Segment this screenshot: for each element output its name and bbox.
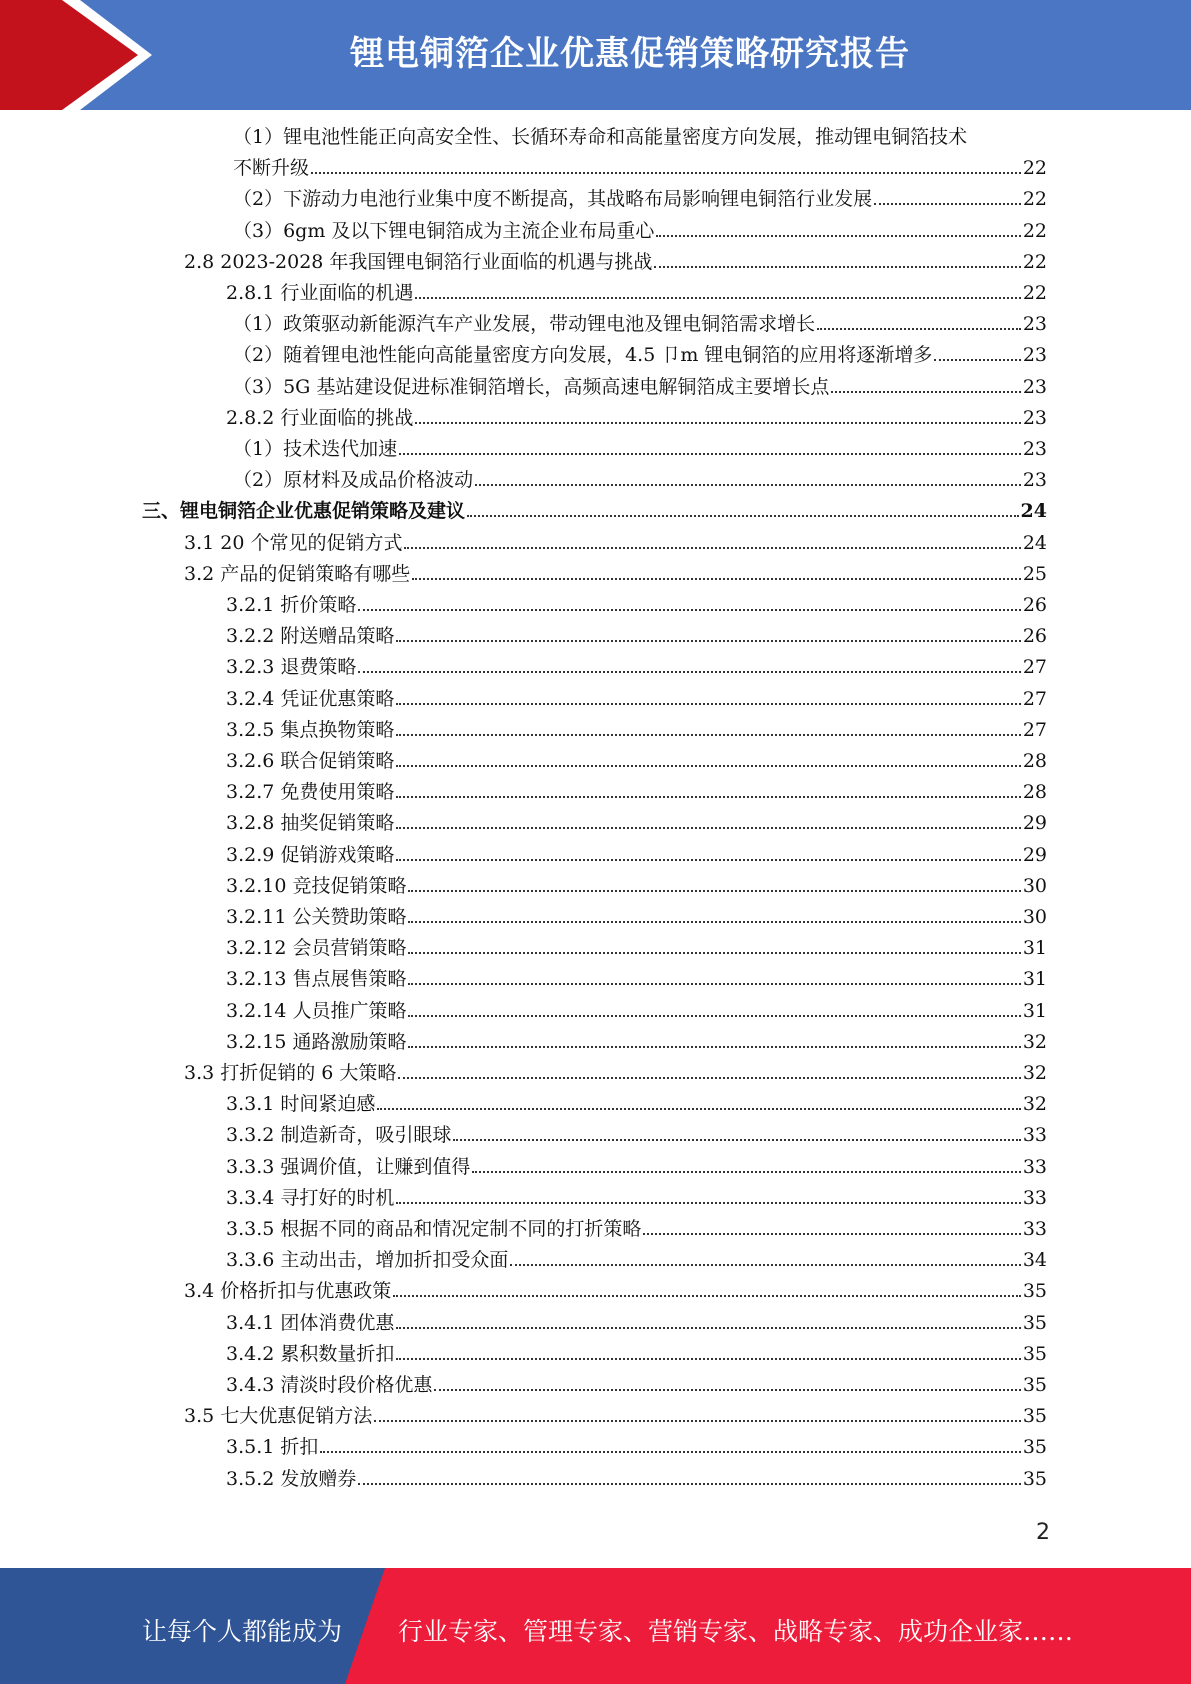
toc-entry-title: 3.2.14 人员推广策略	[226, 999, 407, 1022]
toc-entry-title: 3.2.7 免费使用策略	[226, 781, 395, 804]
toc-entry-title: （3）6gm 及以下锂电铜箔成为主流企业布局重心	[233, 219, 655, 242]
toc-entry-title: 3.2.13 售点展售策略	[226, 968, 407, 991]
toc-entry-page: 35	[1022, 1311, 1047, 1334]
toc-leader-dots	[311, 172, 1021, 174]
toc-entry-title: 3.3.5 根据不同的商品和情况定制不同的打折策略	[226, 1218, 642, 1240]
toc-leader-dots	[396, 703, 1020, 705]
toc-leader-dots	[656, 235, 1020, 237]
toc-leader-dots	[396, 796, 1020, 798]
page-number: 2	[1036, 1520, 1050, 1545]
toc-entry-page: 26	[1022, 625, 1047, 648]
toc-entry-title: 3.2 产品的促销策略有哪些	[184, 562, 411, 585]
toc-entry-title: 3.3.3 强调价值，让赚到值得	[226, 1155, 471, 1178]
toc-leader-dots	[404, 547, 1020, 549]
toc-entry-title: 3.2.4 凭证优惠策略	[226, 687, 395, 710]
toc-entry-title: 2.8.2 行业面临的挑战	[226, 406, 414, 429]
toc-leader-dots	[434, 1389, 1020, 1391]
toc-entry[interactable]	[233, 461, 1047, 492]
toc-entry[interactable]	[142, 492, 1047, 523]
toc-leader-dots	[408, 921, 1020, 923]
toc-entry-title: 3.4.1 团体消费优惠	[226, 1311, 395, 1334]
toc-entry[interactable]	[226, 804, 1047, 835]
toc-entry-page: 28	[1022, 781, 1047, 804]
toc-entry-page: 35	[1022, 1467, 1047, 1490]
toc-leader-dots	[396, 1358, 1020, 1360]
toc-entry[interactable]	[226, 1179, 1047, 1210]
toc-entry[interactable]	[226, 1428, 1047, 1459]
toc-entry-page: 24	[1020, 500, 1047, 523]
toc-leader-dots	[408, 890, 1020, 892]
toc-leader-dots	[398, 1077, 1020, 1079]
toc-leader-dots	[374, 1420, 1021, 1422]
toc-entry-title: 3.5.1 折扣	[226, 1436, 319, 1459]
toc-leader-dots	[408, 1015, 1020, 1017]
toc-entry[interactable]	[184, 1054, 1047, 1085]
toc-leader-dots	[412, 578, 1021, 580]
toc-entry[interactable]	[226, 274, 1047, 305]
toc-entry[interactable]	[226, 1116, 1047, 1147]
toc-entry[interactable]	[233, 180, 1047, 211]
toc-entry-title: 3.2.9 促销游戏策略	[226, 843, 395, 866]
toc-entry-page: 32	[1022, 1093, 1047, 1116]
toc-entry-title: 3.3.2 制造新奇，吸引眼球	[226, 1124, 452, 1147]
toc-entry-title: （2）随着锂电池性能向高能量密度方向发展，4.5 卩m 锂电铜箔的应用将逐渐增多	[233, 344, 933, 367]
toc-entry-title: 3.1 20 个常见的促销方式	[184, 531, 403, 554]
toc-entry[interactable]	[226, 836, 1047, 867]
toc-entry-page: 23	[1022, 375, 1047, 398]
toc-entry[interactable]	[226, 711, 1047, 742]
toc-entry-page: 33	[1022, 1155, 1047, 1178]
toc-entry-title: （2）下游动力电池行业集中度不断提高，其战略布局影响锂电铜箔行业发展	[233, 188, 873, 211]
toc-entry-page: 24	[1022, 531, 1047, 554]
toc-entry[interactable]	[233, 430, 1047, 461]
toc-entry-page: 30	[1022, 874, 1047, 897]
footer-slogan-right: 行业专家、管理专家、营销专家、战略专家、成功企业家……	[398, 1617, 1074, 1646]
toc-leader-dots	[396, 859, 1020, 861]
toc-leader-dots	[358, 609, 1020, 611]
toc-entry-page: 35	[1022, 1405, 1047, 1428]
toc-entry-page: 33	[1022, 1186, 1047, 1209]
toc-leader-dots	[415, 422, 1020, 424]
toc-entry[interactable]	[233, 336, 1047, 367]
toc-entry[interactable]	[226, 960, 1047, 991]
toc-entry-title: 3.2.15 通路激励策略	[226, 1030, 407, 1053]
toc-leader-dots	[396, 827, 1020, 829]
toc-leader-dots	[408, 1046, 1020, 1048]
toc-leader-dots	[934, 359, 1020, 361]
toc-entry-page: 30	[1022, 906, 1047, 928]
toc-entry[interactable]	[226, 1366, 1047, 1397]
toc-leader-dots	[467, 515, 1019, 517]
toc-entry-title: 不断升级	[233, 157, 310, 180]
toc-entry-page: 25	[1022, 562, 1047, 585]
toc-entry-title: 三、锂电铜箔企业优惠促销策略及建议	[142, 500, 466, 523]
toc-entry-page: 22	[1022, 282, 1047, 304]
toc-entry-title: （2）原材料及成品价格波动	[233, 469, 474, 492]
toc-leader-dots	[874, 203, 1021, 205]
toc-entry-title: 3.4.3 清淡时段价格优惠	[226, 1374, 433, 1396]
toc-entry-title: 3.2.12 会员营销策略	[226, 937, 407, 960]
toc-entry-page: 22	[1022, 250, 1047, 273]
toc-entry-title: 3.4.2 累积数量折扣	[226, 1342, 395, 1365]
toc-entry-title: 3.3.4 寻打好的时机	[226, 1186, 395, 1209]
toc-entry-title: 3.4 价格折扣与优惠政策	[184, 1280, 392, 1303]
toc-leader-dots	[396, 1327, 1020, 1329]
toc-leader-dots	[510, 1264, 1020, 1266]
toc-entry-page: 33	[1022, 1124, 1047, 1147]
toc-entry[interactable]	[226, 1210, 1047, 1241]
toc-entry-title: 3.3.1 时间紧迫感	[226, 1093, 376, 1116]
toc-entry-title: 2.8 2023-2028 年我国锂电铜箔行业面临的机遇与挑战	[184, 250, 653, 273]
toc-entry-title: （1）政策驱动新能源汽车产业发展，带动锂电池及锂电铜箔需求增长	[233, 313, 816, 336]
toc-entry-page: 35	[1022, 1436, 1047, 1459]
toc-entry-title: 3.5 七大优惠促销方法	[184, 1405, 373, 1428]
toc-entry[interactable]	[226, 992, 1047, 1023]
toc-leader-dots	[408, 952, 1020, 954]
toc-entry-page: 31	[1022, 937, 1047, 960]
toc-entry-page: 35	[1022, 1342, 1047, 1365]
toc-entry-title: 3.2.8 抽奖促销策略	[226, 812, 395, 835]
toc-entry[interactable]	[233, 212, 1047, 243]
toc-entry[interactable]	[226, 1241, 1047, 1272]
toc-entry-page: 23	[1022, 344, 1047, 367]
toc-entry[interactable]	[226, 680, 1047, 711]
toc-leader-dots	[475, 484, 1021, 486]
footer-slogan-left: 让每个人都能成为	[142, 1617, 343, 1646]
toc-entry-page: 32	[1022, 1062, 1047, 1084]
toc-entry[interactable]	[226, 1148, 1047, 1179]
toc-leader-dots	[396, 1202, 1020, 1204]
toc-entry-page: 35	[1022, 1374, 1047, 1396]
page-footer	[0, 1568, 1191, 1684]
toc-leader-dots	[393, 1295, 1021, 1297]
toc-leader-dots	[377, 1108, 1020, 1110]
toc-entry[interactable]	[233, 149, 1047, 180]
toc-entry-title: 3.3.6 主动出击，增加折扣受众面	[226, 1249, 509, 1272]
toc-entry-title: 3.2.2 附送赠品策略	[226, 625, 395, 648]
toc-entry-page: 27	[1022, 656, 1047, 679]
toc-entry-title: （3）5G 基站建设促进标准铜箔增长，高频高速电解铜箔成主要增长点	[233, 375, 830, 398]
toc-leader-dots	[831, 391, 1020, 393]
toc-entry-page: 33	[1022, 1218, 1047, 1240]
toc-entry-page: 31	[1022, 968, 1047, 991]
toc-entry-page: 23	[1022, 438, 1047, 460]
toc-entry[interactable]	[226, 617, 1047, 648]
toc-entry-title: 3.2.3 退费策略	[226, 656, 357, 679]
toc-entry-page: 29	[1022, 812, 1047, 835]
toc-entry[interactable]	[226, 648, 1047, 679]
toc-entry-title: （1）技术迭代加速	[233, 438, 398, 460]
toc-leader-dots	[654, 266, 1020, 268]
toc-entry-title: 3.5.2 发放赠券	[226, 1467, 357, 1490]
toc-entry-page: 22	[1022, 188, 1047, 211]
toc-entry-page: 22	[1022, 157, 1047, 180]
toc-entry-page: 26	[1022, 594, 1047, 616]
toc-entry-title: 3.2.10 竞技促销策略	[226, 874, 407, 897]
toc-entry-title: 2.8.1 行业面临的机遇	[226, 282, 414, 304]
toc-entry[interactable]	[226, 898, 1047, 929]
toc-entry-page: 27	[1022, 687, 1047, 710]
toc-entry-wrapped-line: （1）锂电池性能正向高安全性、长循环寿命和高能量密度方向发展，推动锂电铜箔技术	[233, 126, 968, 148]
toc-entry[interactable]	[184, 1397, 1047, 1428]
toc-entry[interactable]	[184, 524, 1047, 555]
report-title: 锂电铜箔企业优惠促销策略研究报告	[350, 34, 910, 74]
toc-entry[interactable]	[226, 586, 1047, 617]
toc-entry-title: 3.2.6 联合促销策略	[226, 750, 395, 772]
toc-entry-page: 32	[1022, 1030, 1047, 1053]
toc-entry[interactable]	[226, 773, 1047, 804]
toc-entry[interactable]	[226, 1085, 1047, 1116]
toc-leader-dots	[643, 1233, 1020, 1235]
page-header	[0, 0, 1191, 110]
toc-entry-page: 23	[1022, 469, 1047, 492]
toc-entry[interactable]	[184, 555, 1047, 586]
toc-leader-dots	[415, 297, 1020, 299]
toc-entry-title: 3.2.11 公关赞助策略	[226, 906, 407, 928]
toc-entry[interactable]	[226, 399, 1047, 430]
toc-entry[interactable]	[226, 742, 1047, 773]
toc-leader-dots	[396, 765, 1020, 767]
toc-entry-page: 31	[1022, 999, 1047, 1022]
toc-leader-dots	[358, 1483, 1020, 1485]
toc-leader-dots	[817, 328, 1021, 330]
toc-entry[interactable]	[233, 305, 1047, 336]
toc-entry-page: 23	[1022, 313, 1047, 336]
toc-leader-dots	[472, 1171, 1020, 1173]
toc-entry-page: 23	[1022, 406, 1047, 429]
toc-entry-page: 34	[1022, 1249, 1047, 1272]
toc-entry[interactable]	[226, 1460, 1047, 1491]
toc-entry-title: 3.2.5 集点换物策略	[226, 718, 395, 741]
toc-leader-dots	[399, 453, 1021, 455]
toc-entry[interactable]	[226, 1023, 1047, 1054]
toc-leader-dots	[408, 983, 1020, 985]
toc-entry[interactable]	[226, 929, 1047, 960]
toc-entry-page: 35	[1022, 1280, 1047, 1303]
toc-leader-dots	[320, 1451, 1020, 1453]
toc-entry-title: 3.2.1 折价策略	[226, 594, 357, 616]
toc-entry[interactable]	[233, 368, 1047, 399]
toc-leader-dots	[396, 640, 1020, 642]
toc-entry-title: 3.3 打折促销的 6 大策略	[184, 1062, 397, 1084]
toc-leader-dots	[453, 1139, 1020, 1141]
toc-entry-page: 29	[1022, 843, 1047, 866]
toc-entry[interactable]	[226, 1304, 1047, 1335]
toc-entry[interactable]	[184, 1272, 1047, 1303]
toc-leader-dots	[396, 734, 1020, 736]
toc-entry-page: 28	[1022, 750, 1047, 772]
header-red-arrow	[0, 0, 150, 110]
toc-entry-page: 27	[1022, 718, 1047, 741]
toc-entry-page: 22	[1022, 219, 1047, 242]
toc-entry[interactable]	[226, 1335, 1047, 1366]
toc-entry[interactable]	[226, 867, 1047, 898]
toc-leader-dots	[358, 671, 1020, 673]
toc-entry[interactable]	[184, 243, 1047, 274]
